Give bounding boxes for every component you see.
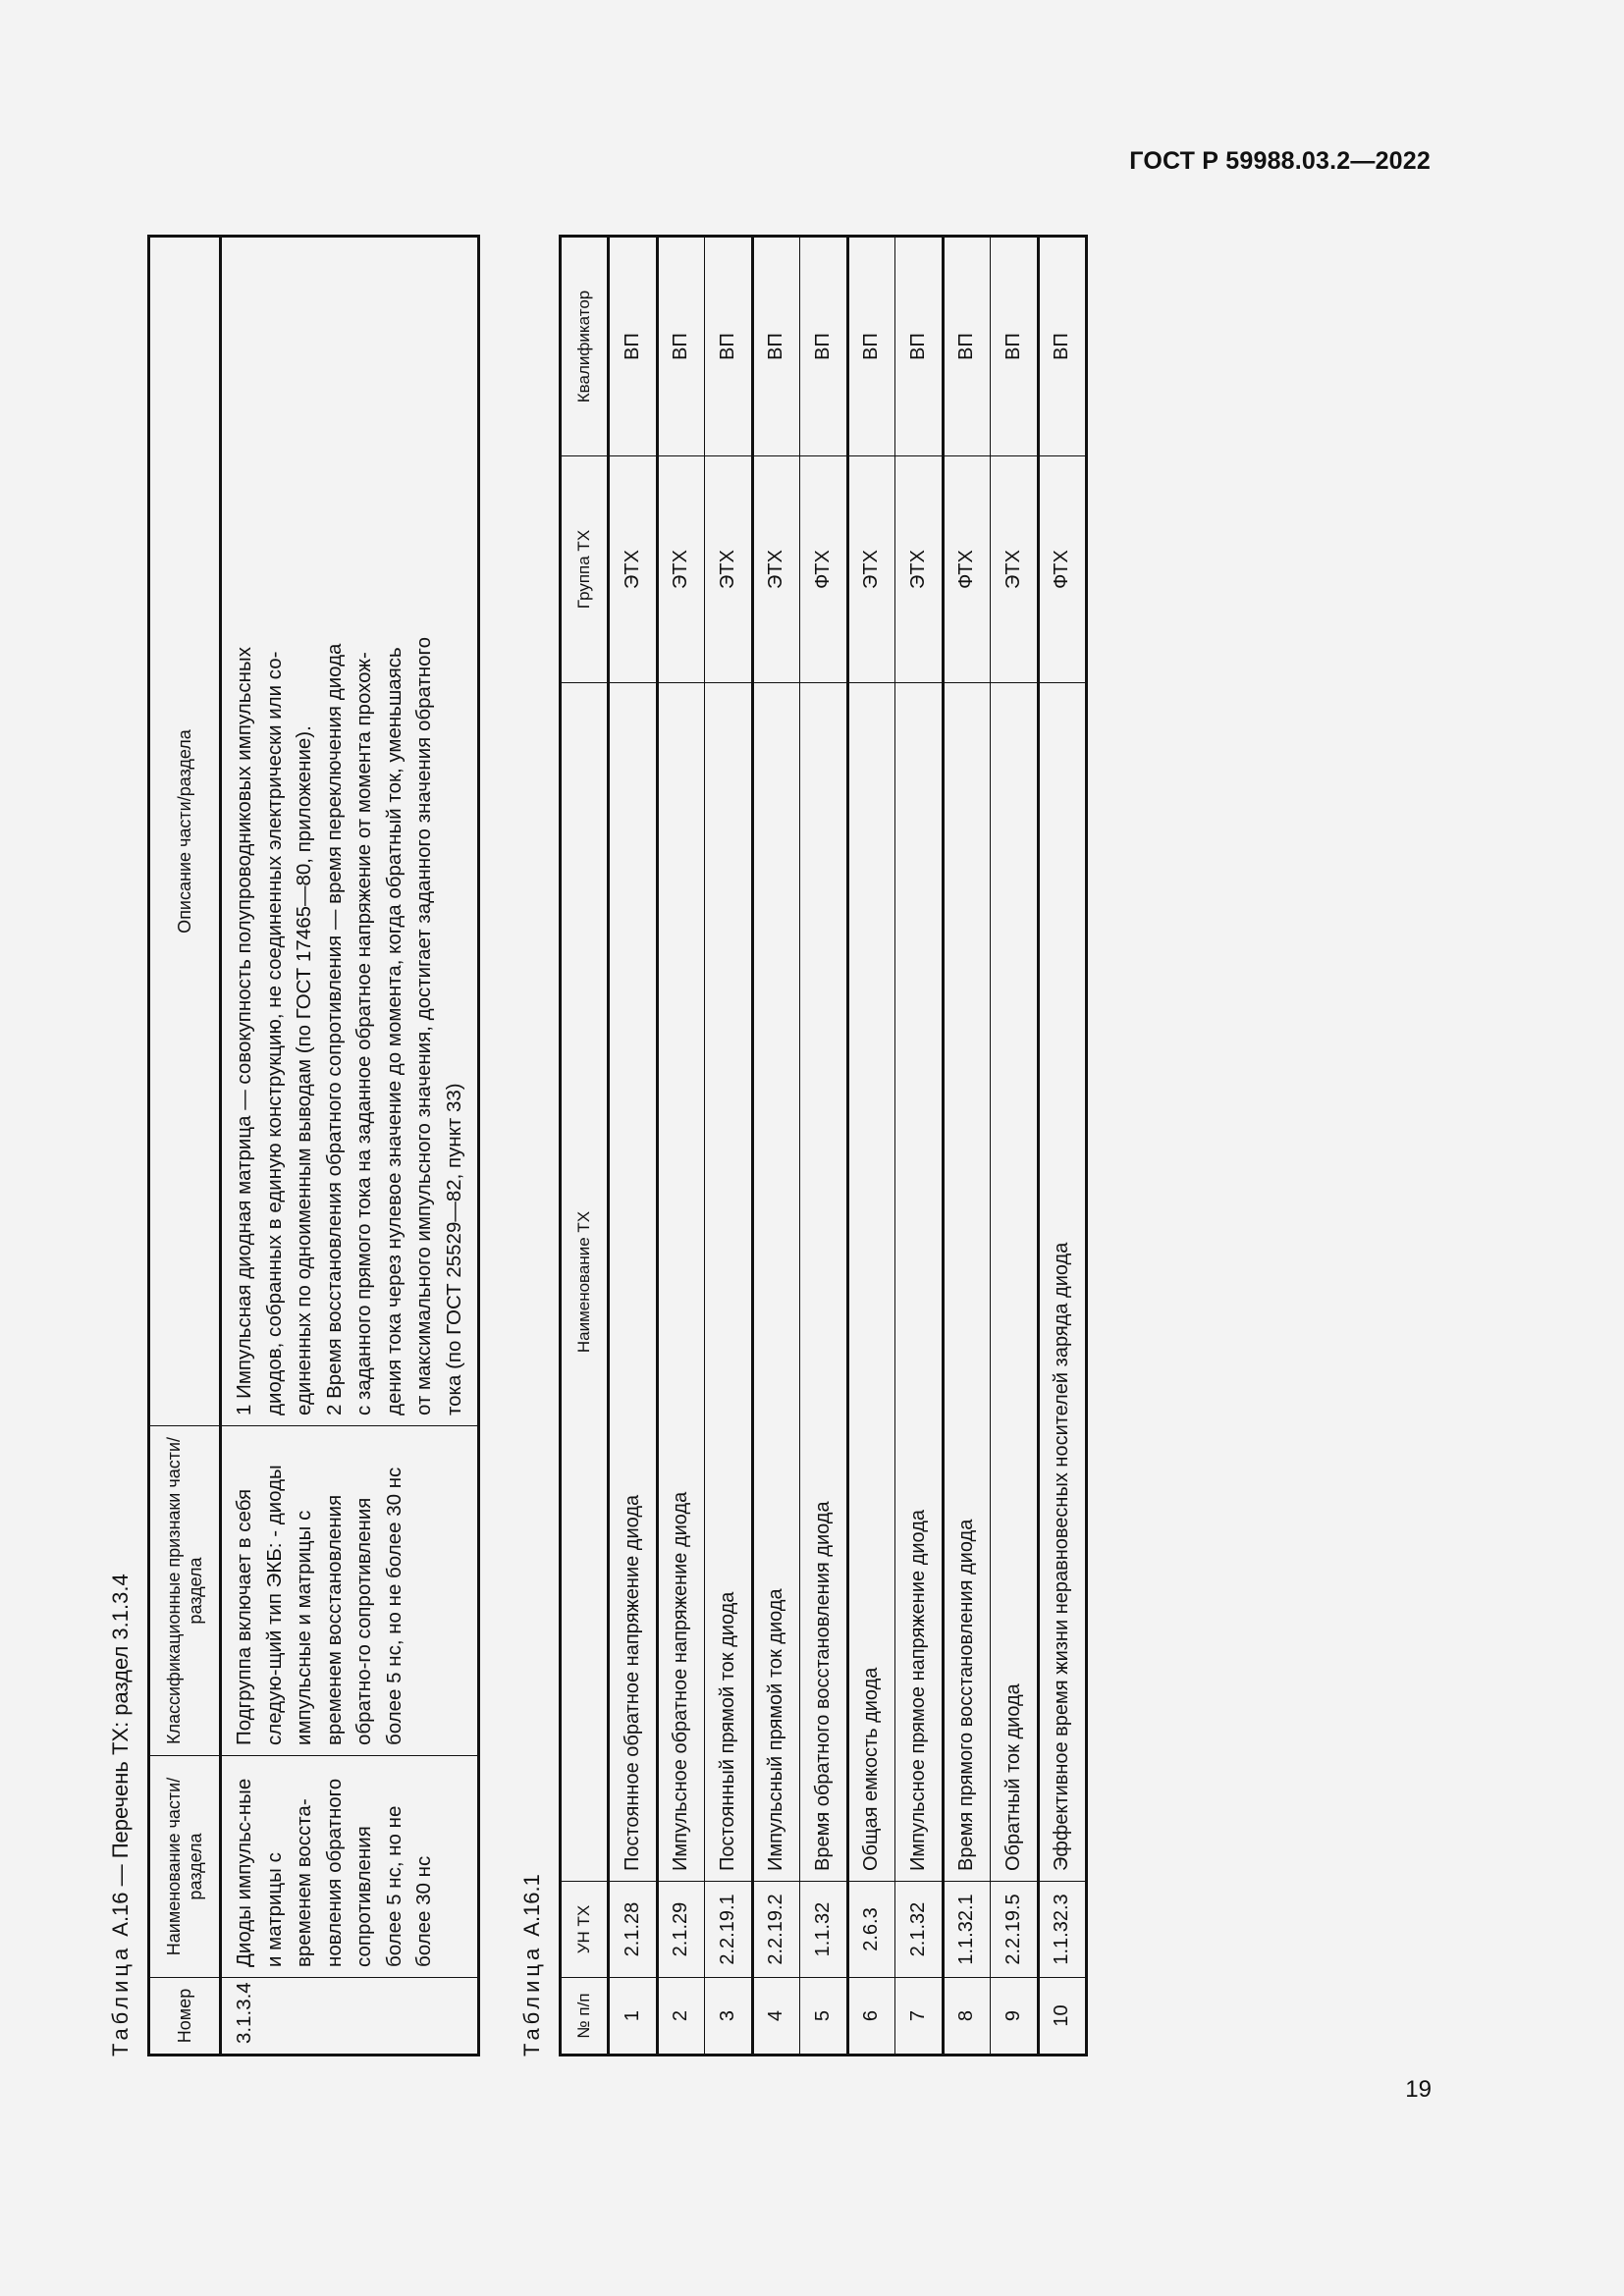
cell-group: ЭТХ [847,456,895,683]
caption-text: А.16.1 [519,1874,544,1937]
cell-index: 3 [705,1978,753,2056]
cell-qualifier: ВП [800,237,848,456]
cell-index: 1 [609,1978,658,2056]
cell-index: 8 [943,1978,991,2056]
description-line: единенных по одноименным выводам (по ГОСТ 17465—80, приложение). [293,725,315,1415]
table-a16-1 [559,235,1088,2056]
row-description [221,237,479,1426]
description-line: 2 Время восстановления обратного сопротивления — время переключения диода [322,643,346,1415]
page-number: 19 [1405,2076,1432,2103]
header-group: Группа ТХ [561,456,609,683]
cell-name: Время обратного восстановления диода [800,683,848,1882]
cell-index: 10 [1038,1978,1087,2056]
cell-qualifier: ВП [895,237,944,456]
cell-qualifier: ВП [657,237,705,456]
description-line: тока (по ГОСТ 25529—82, пункт 33) [442,1083,465,1415]
caption-text: А.16 — Перечень ТХ: раздел 3.1.3.4 [108,1574,133,1937]
table-row [609,237,658,2056]
cell-code: 1.1.32.3 [1038,1882,1087,1978]
description-line: диодов, собранных в единую конструкцию, не соединенных электрически или со- [262,651,286,1415]
row-part-name: Диоды импульс-ные и матрицы с временем восста-новления обратного сопротивления более 5 нс, но не более 30 нс [221,1756,479,1978]
cell-group: ЭТХ [657,456,705,683]
header-qualifier: Квалификатор [561,237,609,456]
table-row [991,237,1039,2056]
cell-name: Импульсное прямое напряжение диода [895,683,944,1882]
table-row [221,237,479,2056]
cell-group: ЭТХ [609,456,658,683]
cell-qualifier: ВП [1038,237,1087,456]
cell-index: 5 [800,1978,848,2056]
table-a16-caption [108,211,147,2056]
table-a16 [147,235,480,2056]
cell-group: ФТХ [1038,456,1087,683]
cell-index: 9 [991,1978,1039,2056]
cell-index: 2 [657,1978,705,2056]
cell-code: 2.2.19.5 [991,1882,1039,1978]
caption-label: Таблица [519,1944,544,2056]
cell-group: ЭТХ [895,456,944,683]
cell-name: Постоянный прямой ток диода [705,683,753,1882]
cell-code: 2.6.3 [847,1882,895,1978]
cell-qualifier: ВП [752,237,800,456]
table-row [943,237,991,2056]
cell-qualifier: ВП [991,237,1039,456]
cell-index: 6 [847,1978,895,2056]
cell-name: Обратный ток диода [991,683,1039,1882]
description-line: 1 Импульсная диодная матрица — совокупность полупроводниковых импульсных [233,647,255,1415]
document-code: ГОСТ Р 59988.03.2—2022 [1129,147,1431,175]
cell-group: ЭТХ [752,456,800,683]
cell-index: 4 [752,1978,800,2056]
cell-qualifier: ВП [705,237,753,456]
cell-name: Постоянное обратное напряжение диода [609,683,658,1882]
table-row [657,237,705,2056]
description-line: от максимального импульсного значения, достигает заданного значения обратного [412,637,435,1415]
table-row [847,237,895,2056]
cell-name: Импульсный прямой ток диода [752,683,800,1882]
table-row [752,237,800,2056]
cell-qualifier: ВП [943,237,991,456]
cell-group: ФТХ [943,456,991,683]
table-a16-1-caption [519,211,559,2056]
cell-name: Время прямого восстановления диода [943,683,991,1882]
description-line: дения тока через нулевое значение до момента, когда обратный ток, уменьшаясь [382,647,406,1415]
header-part-name: Наименование части/ раздела [149,1756,221,1978]
header-index: № п/п [561,1978,609,2056]
row-features: Подгруппа включает в себя следую-щий тип ЭКБ: - диоды импульсные и матрицы с временем восстановления обратно-го сопротивления более 5 нс, но не более 30 нс [221,1426,479,1756]
cell-code: 2.2.19.1 [705,1882,753,1978]
header-features: Классификационные признаки части/ раздела [149,1426,221,1756]
cell-code: 1.1.32.1 [943,1882,991,1978]
cell-index: 7 [895,1978,944,2056]
cell-group: ФТХ [800,456,848,683]
header-number: Номер [149,1978,221,2056]
table-row [895,237,944,2056]
table-row [705,237,753,2056]
caption-label: Таблица [108,1944,133,2056]
rotated-content [108,211,1090,2056]
cell-code: 2.1.32 [895,1882,944,1978]
cell-code: 2.1.28 [609,1882,658,1978]
cell-group: ЭТХ [991,456,1039,683]
cell-qualifier: ВП [847,237,895,456]
cell-code: 2.2.19.2 [752,1882,800,1978]
table-row [800,237,848,2056]
cell-name: Импульсное обратное напряжение диода [657,683,705,1882]
table-row [1038,237,1087,2056]
header-description: Описание части/раздела [149,237,221,1426]
cell-name: Эффективное время жизни неравновесных носителей заряда диода [1038,683,1087,1882]
cell-code: 1.1.32 [800,1882,848,1978]
cell-code: 2.1.29 [657,1882,705,1978]
cell-qualifier: ВП [609,237,658,456]
header-name: Наименование ТХ [561,683,609,1882]
cell-name: Общая емкость диода [847,683,895,1882]
row-number: 3.1.3.4 [221,1978,479,2056]
cell-group: ЭТХ [705,456,753,683]
header-code: УН ТХ [561,1882,609,1978]
description-line: с заданного прямого тока на заданное обратное напряжение от момента прохож- [352,652,375,1415]
